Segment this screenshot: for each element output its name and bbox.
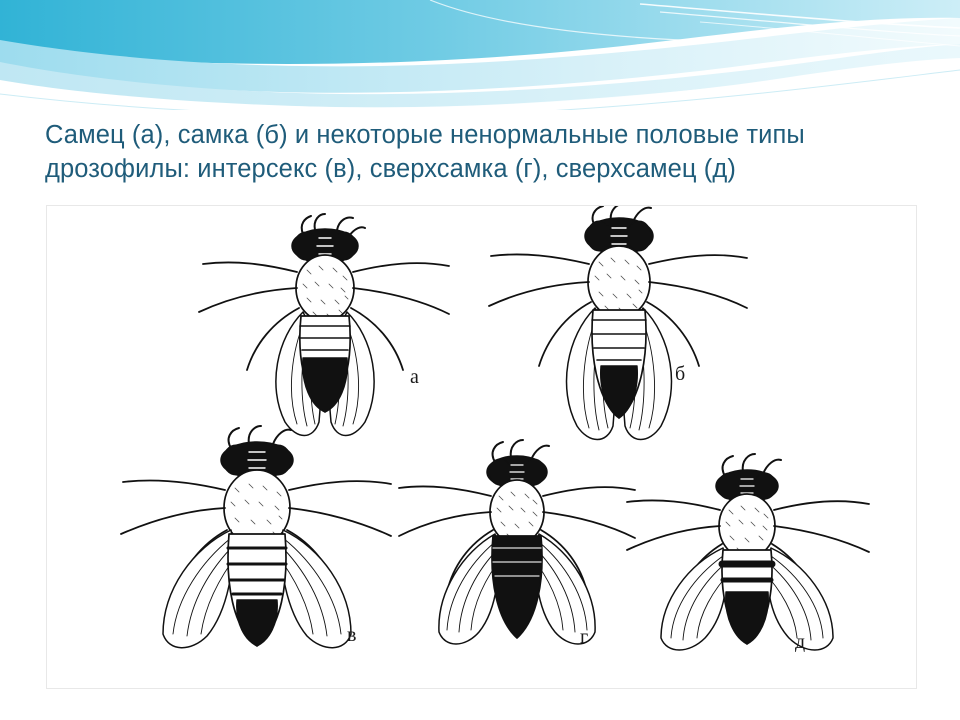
- figure-label-g: г: [580, 626, 589, 648]
- title-line-1: Самец (а), самка (б) и некоторые ненормальные половые типы: [45, 121, 805, 149]
- figure-label-a: а: [410, 366, 419, 388]
- slide-title: [45, 118, 925, 186]
- decorative-header-band: [0, 0, 960, 110]
- figure-label-v: в: [347, 624, 357, 646]
- figure-image: [47, 206, 916, 688]
- figure-label-d: д: [795, 631, 806, 653]
- figure-drosophila-sex-types: [46, 205, 917, 689]
- figure-label-b: б: [675, 363, 686, 385]
- title-line-2: дрозофилы: интерсекс (в), сверхсамка (г), сверхсамец (д): [45, 155, 736, 183]
